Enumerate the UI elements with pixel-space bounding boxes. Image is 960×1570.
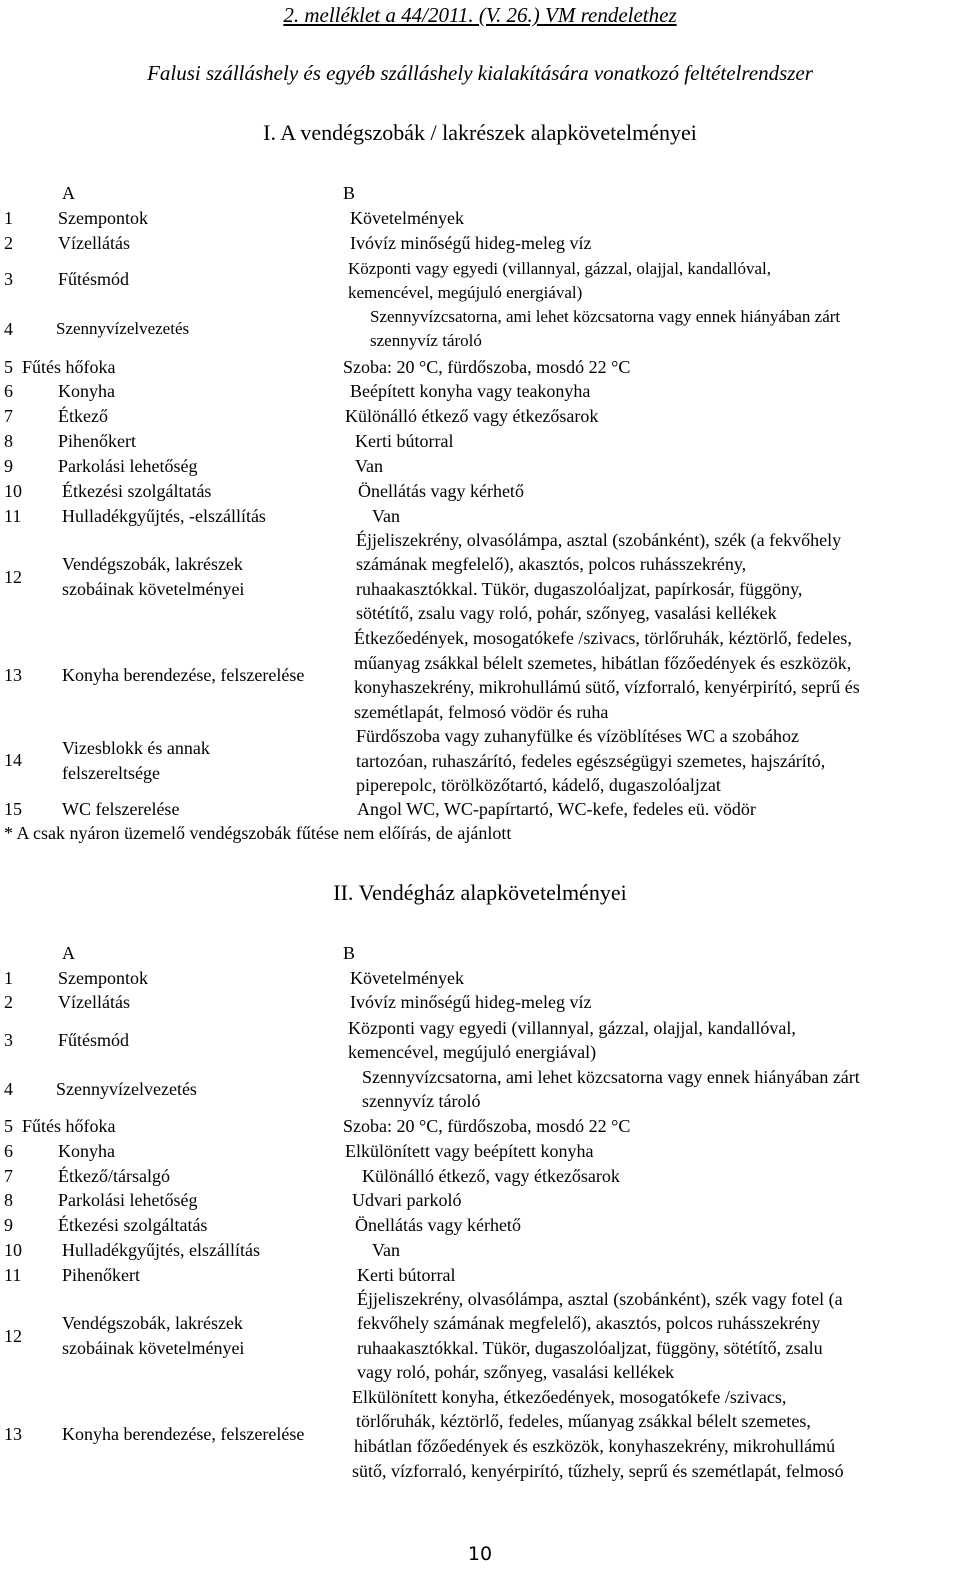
s1-row-number: 14 (4, 750, 22, 770)
s2-row-number: 3 (4, 1030, 13, 1050)
s1-row-aspect: Szennyvízelvezetés (56, 319, 190, 338)
s1-row-requirement: Ivóvíz minőségű hideg-meleg víz (350, 233, 592, 253)
s1-row-number: 2 (4, 233, 13, 253)
s1-row-number: 10 (4, 481, 22, 501)
s1-row-requirement: kemencével, megújuló energiával) (348, 283, 583, 302)
s1-row-number: 6 (4, 381, 13, 401)
s1-row-requirement: Éjjeliszekrény, olvasólámpa, asztal (szobánként), szék (a fekvőhely (356, 530, 842, 550)
s2-row-requirement: Követelmények (350, 968, 464, 988)
s2-row-aspect: Parkolási lehetőség (58, 1190, 198, 1210)
s1-row-aspect: WC felszerelése (62, 799, 180, 819)
s1-row-number: 1 (4, 208, 13, 228)
s1-row-number: 5 (4, 357, 13, 377)
s1-row-requirement: műanyag zsákkal bélelt szemetes, hibátlan főzőedények és eszközök, (354, 653, 852, 673)
section-1-footnote: * A csak nyáron üzemelő vendégszobák fűtése nem előírás, de ajánlott (4, 823, 512, 843)
s1-row-requirement: sötétítő, zsalu vagy roló, pohár, szőnyeg, vasalási kellékek (356, 603, 777, 623)
s1-row-aspect: Konyha berendezése, felszerelése (62, 665, 305, 685)
s2-row-requirement: szennyvíz tároló (362, 1091, 481, 1111)
s1-row-requirement: konyhaszekrény, mikrohullámú sütő, vízforraló, kenyérpirító, seprű és (354, 677, 860, 697)
s1-row-requirement: Szennyvízcsatorna, ami lehet közcsatorna vagy ennek hiányában zárt (370, 307, 841, 326)
section-2-col-a-header: A (62, 943, 75, 963)
s2-row-number: 8 (4, 1190, 13, 1210)
s1-row-aspect: Fűtés hőfoka (22, 357, 116, 377)
s2-row-aspect: Szempontok (58, 968, 148, 988)
s2-row-aspect: Vízellátás (58, 992, 130, 1012)
s1-row-requirement: Étkezőedények, mosogatókefe /szivacs, törlőruhák, kéztörlő, fedeles, (354, 628, 852, 648)
s2-row-requirement: Kerti bútorral (357, 1265, 456, 1285)
s1-row-requirement: Van (372, 506, 400, 526)
s1-row-number: 4 (4, 319, 13, 339)
s2-row-number: 13 (4, 1424, 22, 1444)
s1-row-requirement: piperepolc, törölközőtartó, kádelő, dugaszolóaljzat (356, 775, 721, 795)
s1-row-aspect: Étkezési szolgáltatás (62, 481, 212, 501)
s2-row-number: 5 (4, 1116, 13, 1136)
s1-row-number: 7 (4, 406, 13, 426)
section-1-col-a-header: A (62, 183, 75, 203)
s2-row-aspect: Szennyvízelvezetés (56, 1079, 197, 1099)
s2-row-aspect: Hulladékgyűjtés, elszállítás (62, 1240, 260, 1260)
s2-row-requirement: Udvari parkoló (352, 1190, 462, 1210)
s1-row-requirement: Önellátás vagy kérhető (358, 481, 524, 501)
s1-row-aspect: Pihenőkert (58, 431, 136, 451)
s2-row-requirement: Szennyvízcsatorna, ami lehet közcsatorna vagy ennek hiányában zárt (362, 1067, 860, 1087)
document-title: 2. melléklet a 44/2011. (V. 26.) VM rendelethez (283, 3, 677, 27)
s1-row-aspect: felszereltsége (62, 763, 160, 783)
s1-row-aspect: szobáinak követelményei (62, 579, 245, 599)
s2-row-requirement: ruhaakasztókkal. Tükör, dugaszolóaljzat, függöny, sötétítő, zsalu (357, 1338, 823, 1358)
s1-row-number: 11 (4, 506, 22, 526)
s2-row-number: 12 (4, 1326, 22, 1346)
s1-row-requirement: ruhaakasztókkal. Tükör, dugaszolóaljzat, papírkosár, függöny, (356, 579, 803, 599)
s2-row-number: 1 (4, 968, 13, 988)
s2-row-number: 10 (4, 1240, 22, 1260)
s1-row-aspect: Fűtésmód (58, 269, 130, 289)
s2-row-requirement: sütő, vízforraló, kenyérpirító, tűzhely, seprű és szemétlapát, felmosó (352, 1461, 844, 1481)
s1-row-aspect: Konyha (58, 381, 115, 401)
s1-row-requirement: Szoba: 20 °C, fürdőszoba, mosdó 22 °C (343, 357, 631, 377)
s1-row-aspect: Vízellátás (58, 233, 130, 253)
section-1-col-b-header: B (343, 183, 356, 203)
s2-row-requirement: Elkülönített vagy beépített konyha (345, 1141, 594, 1161)
s1-row-requirement: Központi vagy egyedi (villannyal, gázzal, olajjal, kandallóval, (348, 259, 771, 278)
s2-row-requirement: vagy roló, pohár, szőnyeg, vasalási kellékek (357, 1362, 675, 1382)
s2-row-aspect: Étkezési szolgáltatás (58, 1215, 208, 1235)
s2-row-number: 11 (4, 1265, 22, 1285)
s1-row-aspect: Szempontok (58, 208, 148, 228)
s2-row-aspect: Étkező/társalgó (58, 1166, 170, 1186)
s2-row-aspect: Vendégszobák, lakrészek (62, 1313, 243, 1333)
s1-row-requirement: Követelmények (350, 208, 464, 228)
s2-row-number: 6 (4, 1141, 13, 1161)
s2-row-requirement: fekvőhely számának megfelelő), akasztós, polcos ruhásszekrény (357, 1313, 821, 1333)
s2-row-requirement: Elkülönített konyha, étkezőedények, mosogatókefe /szivacs, (352, 1387, 787, 1407)
s2-row-number: 9 (4, 1215, 13, 1235)
s2-row-requirement: Éjjeliszekrény, olvasólámpa, asztal (szobánként), szék vagy fotel (a (357, 1289, 843, 1309)
s1-row-requirement: Különálló étkező vagy étkezősarok (345, 406, 599, 426)
s1-row-requirement: szennyvíz tároló (370, 331, 482, 350)
s2-row-aspect: szobáinak követelményei (62, 1338, 245, 1358)
section-2-title: II. Vendégház alapkövetelményei (333, 880, 627, 905)
s1-row-requirement: Kerti bútorral (355, 431, 454, 451)
s1-row-requirement: Van (355, 456, 383, 476)
s1-row-aspect: Parkolási lehetőség (58, 456, 198, 476)
page-number: 10 (467, 1543, 493, 1565)
s2-row-requirement: Központi vagy egyedi (villannyal, gázzal, olajjal, kandallóval, (348, 1018, 796, 1038)
s1-row-requirement: Angol WC, WC-papírtartó, WC-kefe, fedeles eü. vödör (357, 799, 756, 819)
s2-row-aspect: Fűtésmód (58, 1030, 130, 1050)
s1-row-aspect: Hulladékgyűjtés, -elszállítás (62, 506, 266, 526)
s1-row-requirement: számának megfelelő), akasztós, polcos ruhásszekrény, (356, 554, 747, 574)
document-subtitle: Falusi szálláshely és egyéb szálláshely kialakítására vonatkozó feltételrendszer (147, 61, 813, 85)
s2-row-aspect: Fűtés hőfoka (22, 1116, 116, 1136)
s1-row-requirement: szemétlapát, felmosó vödör és ruha (354, 702, 609, 722)
s2-row-requirement: kemencével, megújuló energiával) (348, 1042, 597, 1062)
s1-row-number: 9 (4, 456, 13, 476)
s2-row-number: 2 (4, 992, 13, 1012)
s2-row-aspect: Konyha berendezése, felszerelése (62, 1424, 305, 1444)
s2-row-requirement: Önellátás vagy kérhető (355, 1215, 521, 1235)
s2-row-requirement: Van (372, 1240, 400, 1260)
s1-row-aspect: Vendégszobák, lakrészek (62, 554, 243, 574)
section-2-col-b-header: B (343, 943, 356, 963)
s1-row-number: 3 (4, 269, 13, 289)
s1-row-aspect: Étkező (58, 406, 108, 426)
s2-row-number: 7 (4, 1166, 13, 1186)
s1-row-number: 12 (4, 567, 22, 587)
s2-row-aspect: Pihenőkert (62, 1265, 140, 1285)
s1-row-number: 15 (4, 799, 22, 819)
s2-row-number: 4 (4, 1079, 13, 1099)
s1-row-number: 8 (4, 431, 13, 451)
s2-row-aspect: Konyha (58, 1141, 115, 1161)
s2-row-requirement: Különálló étkező, vagy étkezősarok (362, 1166, 620, 1186)
s1-row-requirement: tartozóan, ruhaszárító, fedeles egészségügyi szemetes, hajszárító, (356, 751, 826, 771)
s1-row-aspect: Vizesblokk és annak (62, 738, 210, 758)
s2-row-requirement: hibátlan főzőedények és eszközök, konyhaszekrény, mikrohullámú (354, 1436, 836, 1456)
s1-row-requirement: Beépített konyha vagy teakonyha (350, 381, 591, 401)
s2-row-requirement: Szoba: 20 °C, fürdőszoba, mosdó 22 °C (343, 1116, 631, 1136)
section-1-title: I. A vendégszobák / lakrészek alapkövetelményei (263, 120, 697, 145)
s2-row-requirement: törlőruhák, kéztörlő, fedeles, műanyag zsákkal bélelt szemetes, (356, 1411, 811, 1431)
s1-row-requirement: Fürdőszoba vagy zuhanyfülke és vízöblítéses WC a szobához (356, 726, 800, 746)
s2-row-requirement: Ivóvíz minőségű hideg-meleg víz (350, 992, 592, 1012)
s1-row-number: 13 (4, 665, 22, 685)
